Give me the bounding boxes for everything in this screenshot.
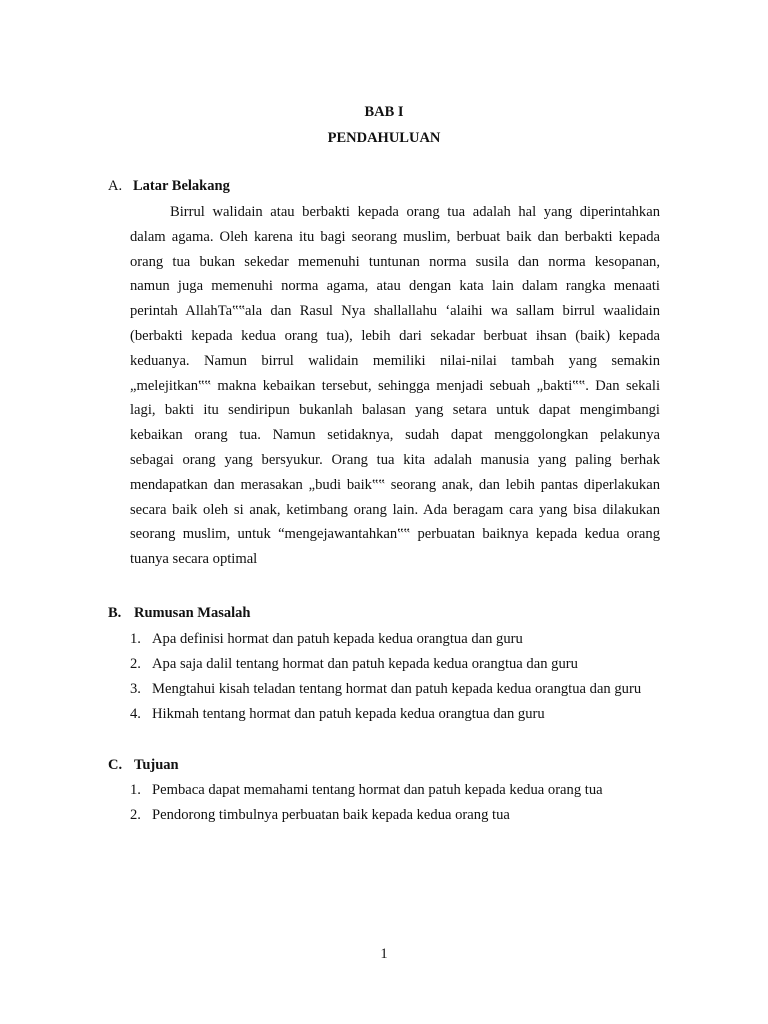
paragraph-line: mendapatkan dan merasakan „budi baik‟‟ seorang anak, dan lebih pantas diperlakukan	[130, 476, 660, 493]
list-item	[130, 702, 641, 727]
tujuan-list	[130, 778, 603, 828]
list-item	[130, 627, 641, 652]
list-text: Pendorong timbulnya perbuatan baik kepada kedua orang tua	[152, 807, 510, 823]
list-text: Pembaca dapat memahami tentang hormat dan patuh kepada kedua orang tua	[152, 782, 603, 798]
page-number: 1	[380, 946, 388, 962]
list-number: 2.	[130, 807, 141, 823]
paragraph-line: keduanya. Namun birrul walidain memiliki nilai-nilai tambah yang semakin	[130, 352, 660, 369]
paragraph-line: namun juga memenuhi norma agama, atau dengan kata lain dalam rangka menaati	[130, 278, 660, 295]
section-letter: B.	[108, 605, 122, 621]
section-heading-tujuan	[108, 757, 179, 774]
paragraph-line: (berbakti kepada kedua orang tua), lebih dari sekadar berbuat ihsan (baik) kepada	[130, 327, 660, 344]
paragraph-line: perintah AllahTa‟‟ala dan Rasul Nya shallallahu ‘alaihi wa sallam birrul waalidain	[130, 303, 660, 320]
latar-belakang-paragraph	[130, 200, 660, 572]
chapter-title: PENDAHULUAN	[327, 130, 441, 146]
list-number: 1.	[130, 631, 141, 647]
list-item	[130, 677, 641, 702]
list-item	[130, 652, 641, 677]
list-text: Hikmah tentang hormat dan patuh kepada kedua orangtua dan guru	[152, 706, 545, 722]
list-text: Mengtahui kisah teladan tentang hormat dan patuh kepada kedua orangtua dan guru	[152, 681, 642, 697]
list-number: 3.	[130, 681, 141, 697]
section-heading-rumusan-masalah	[108, 605, 250, 622]
paragraph-line: sebagai orang yang bersyukur. Orang tua kita adalah manusia yang paling berhak	[130, 451, 660, 468]
list-item	[130, 778, 603, 803]
list-text: Apa saja dalil tentang hormat dan patuh kepada kedua orangtua dan guru	[152, 656, 578, 672]
section-heading-latar-belakang	[108, 178, 230, 195]
list-text: Apa definisi hormat dan patuh kepada kedua orangtua dan guru	[152, 631, 523, 647]
chapter-number: BAB I	[364, 104, 404, 120]
paragraph-line: Birrul walidain atau berbakti kepada orang tua adalah hal yang diperintahkan	[170, 204, 660, 220]
paragraph-line: tuanya secara optimal	[130, 551, 258, 568]
section-letter: C.	[108, 757, 123, 773]
list-number: 1.	[130, 782, 141, 798]
paragraph-line: „melejitkan‟‟ makna kebaikan tersebut, sehingga menjadi sebuah „bakti‟‟. Dan sekali	[130, 377, 660, 394]
rumusan-masalah-list	[130, 627, 641, 727]
paragraph-line: seorang muslim, untuk “mengejawantahkan‟‟ perbuatan baiknya kepada kedua orang	[130, 526, 660, 543]
paragraph-line: dalam agama. Oleh karena itu bagi seorang muslim, berbuat baik dan berbakti kepada	[130, 228, 660, 245]
paragraph-line: lagi, bakti itu sendiripun bukanlah balasan yang setara untuk dapat mengimbangi	[130, 402, 660, 419]
paragraph-line: orang tua bukan sekedar memenuhi tuntunan norma susila dan norma kesopanan,	[130, 253, 660, 270]
section-title: Rumusan Masalah	[134, 605, 251, 621]
list-number: 4.	[130, 706, 141, 722]
paragraph-line: kebaikan orang tua. Namun setidaknya, sudah dapat menggolongkan pelakunya	[130, 427, 660, 444]
section-title: Tujuan	[134, 757, 179, 773]
section-letter: A.	[108, 178, 123, 194]
paragraph-line: secara baik oleh si anak, ketimbang orang lain. Ada beragam cara yang bisa dilakukan	[130, 501, 660, 518]
list-number: 2.	[130, 656, 141, 672]
section-title: Latar Belakang	[133, 178, 230, 194]
list-item	[130, 803, 603, 828]
